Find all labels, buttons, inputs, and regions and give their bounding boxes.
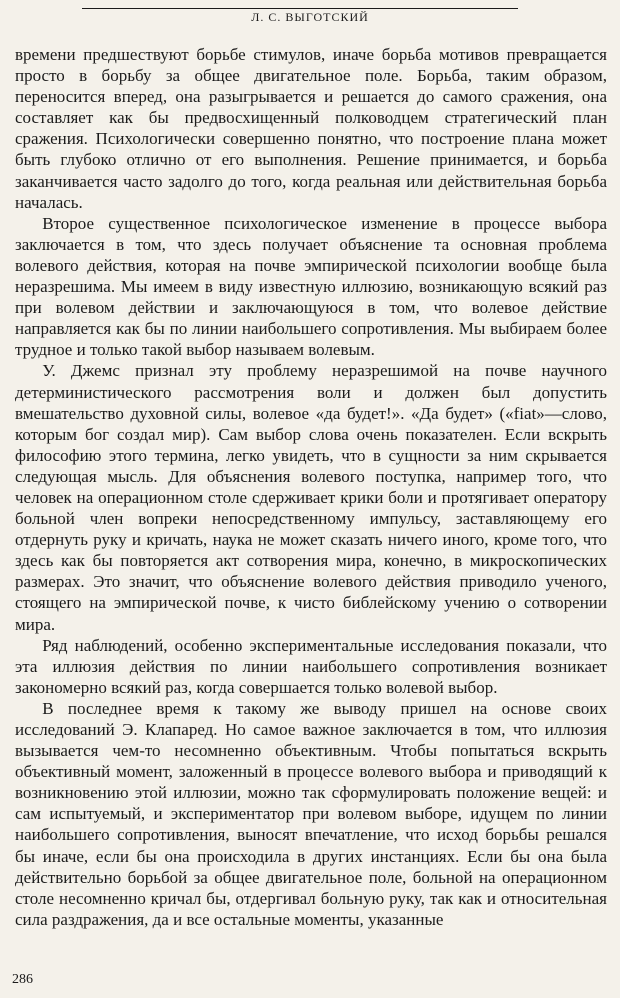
header-rule [82, 8, 518, 9]
paragraph-2: Второе существенное психологическое изменение в процессе выбора заключается в том, что здесь получает объяснение та основная проблема волевого действия, которая на почве эмпирической психологии вообще была неразрешима. Мы имеем в виду известную иллюзию, возникающую всякий раз при волевом действии и заключающуюся в том, что волевое действие направляется как бы по линии наибольшего сопротивления. Мы выбираем более трудное и только такой выбор называем волевым. [15, 213, 607, 360]
running-head: Л. С. ВЫГОТСКИЙ [251, 10, 369, 24]
paragraph-5: В последнее время к такому же выводу пришел на основе своих исследований Э. Клапаред. Но самое важное заключается в том, что иллюзия вызывается чем-то несомненно объективным. Чтобы попытаться вскрыть объективный момент, заложенный в процессе волевого выбора и приводящий к возникновению этой иллюзии, можно так сформулировать положение вещей: и сам испытуемый, и экспериментатор при волевом выборе, идущем по линии наибольшего сопротивления, выносят впечатление, что исход борьбы решался бы иначе, если бы она происходила в других инстанциях. Если бы она была действительно борьбой за общее двигательное поле, больной на операционном столе несомненно кричал бы, отдергивал больную руку, так как и относительная сила раздражения, да и все остальные моменты, указанные [15, 698, 607, 929]
paragraph-4: Ряд наблюдений, особенно экспериментальные исследования показали, что эта иллюзия действия по линии наибольшего сопротивления возникает закономерно всякий раз, когда совершается только волевой выбор. [15, 635, 607, 697]
paragraph-3: У. Джемс признал эту проблему неразрешимой на почве научного детерминистического рассмотрения воли и должен был допустить вмешательство духовной силы, волевое «да будет!». «Да будет» («fiat»—слово, которым бог создал мир). Сам выбор слова очень показателен. Если вскрыть философию этого термина, легко увидеть, что в сущности за ним скрывается следующая мысль. Для объяснения волевого поступка, например того, что человек на операционном столе сдерживает крики боли и протягивает оператору больной член вопреки непосредственному импульсу, заставляющему его отдернуть руку и кричать, наука не может сказать ничего иного, кроме того, что здесь как бы повторяется акт сотворения мира, конечно, в микроскопических размерах. Это значит, что объяснение волевого действия приводило ученого, стоящего на эмпирической почве, к чисто библейскому учению о сотворении мира. [15, 361, 607, 634]
page-number: 286 [12, 972, 33, 987]
page-body [15, 44, 607, 969]
paragraph-1: времени предшествуют борьбе стимулов, иначе борьба мотивов превращается просто в борьбу за общее двигательное поле. Борьба, таким образом, переносится вперед, она разыгрывается и решается до самого сражения, она составляет как бы предвосхищенный полководцем стратегический план сражения. Психологически совершенно понятно, что построение плана может быть глубоко отлично от его выполнения. Решение принимается, и борьба заканчивается часто задолго до того, когда реальная или действительная борьба началась. [15, 45, 607, 212]
